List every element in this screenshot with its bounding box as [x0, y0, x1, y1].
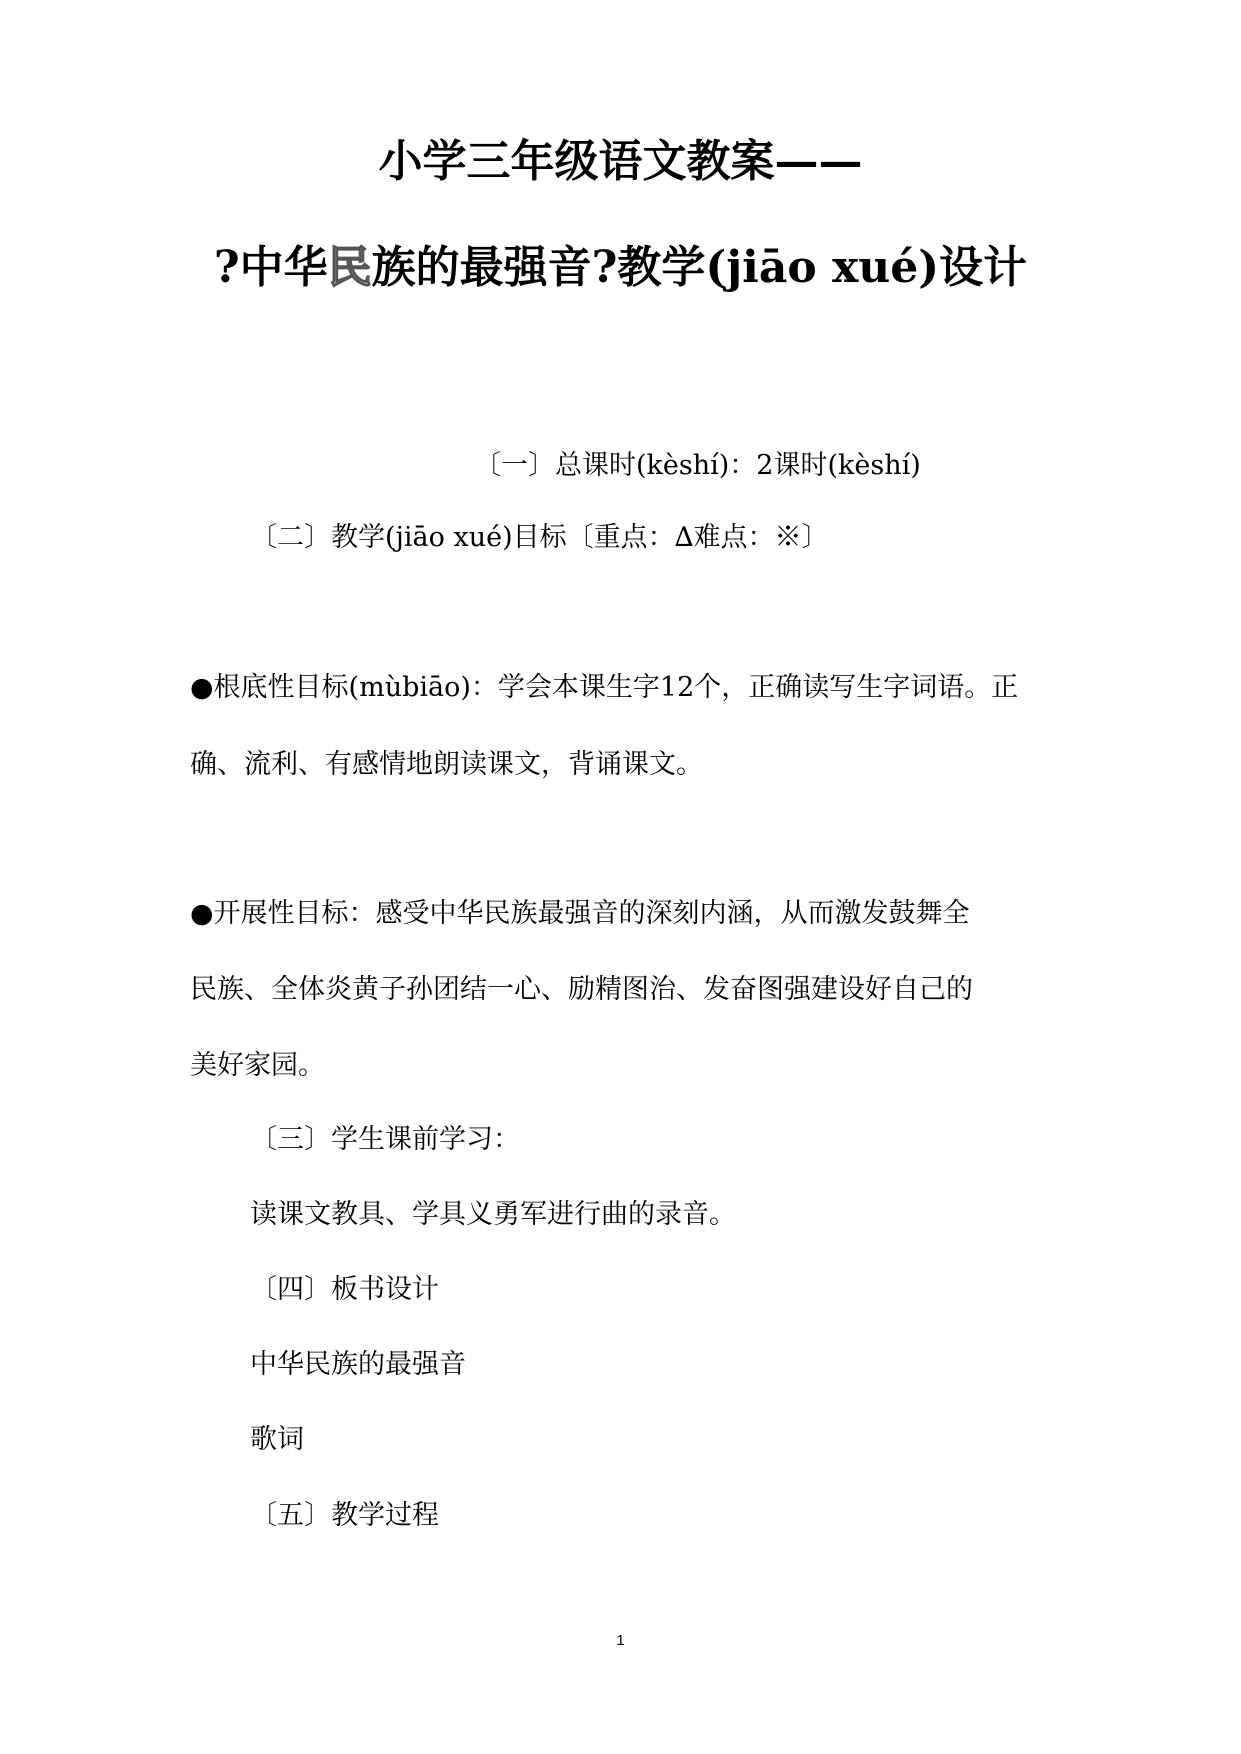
teaching-process-heading: 〔五〕教学过程: [250, 1500, 439, 1531]
development-goal-line-2: 民族、全体炎黄子孙团结一心、励精图治、发奋图强建设好自己的: [190, 974, 973, 1005]
document-title-line-1: 小学三年级语文教案——: [378, 136, 863, 187]
total-class-hours: 〔一〕总课时(kèshí)：2课时(kèshí): [474, 450, 921, 481]
pre-class-study-text: 读课文教具、学具义勇军进行曲的录音。: [250, 1199, 736, 1230]
title-line-2-start: ?中华: [213, 242, 328, 293]
development-goal-line-3: 美好家园。: [190, 1050, 325, 1081]
basic-goal-line-1: ●根底性目标(mùbiāo)：学会本课生字12个，正确读写生字词语。正: [190, 672, 1019, 703]
title-line-2-end: 族的最强音?教学(jiāo xué)设计: [371, 242, 1028, 293]
page-number: 1: [616, 1632, 625, 1649]
blackboard-design-line-1: 中华民族的最强音: [250, 1349, 466, 1380]
basic-goal-line-2: 确、流利、有感情地朗读课文，背诵课文。: [190, 749, 703, 780]
development-goal-line-1: ●开展性目标：感受中华民族最强音的深刻内涵，从而激发鼓舞全: [190, 898, 970, 929]
title-outlined-character: 民: [327, 242, 372, 293]
pre-class-study-heading: 〔三〕学生课前学习：: [250, 1124, 520, 1155]
blackboard-design-heading: 〔四〕板书设计: [250, 1274, 439, 1305]
document-title-line-2: [0, 242, 1241, 293]
teaching-goals-heading: 〔二〕教学(jiāo xué)目标〔重点：∆难点：※〕: [250, 522, 829, 553]
blackboard-design-line-2: 歌词: [250, 1424, 304, 1455]
